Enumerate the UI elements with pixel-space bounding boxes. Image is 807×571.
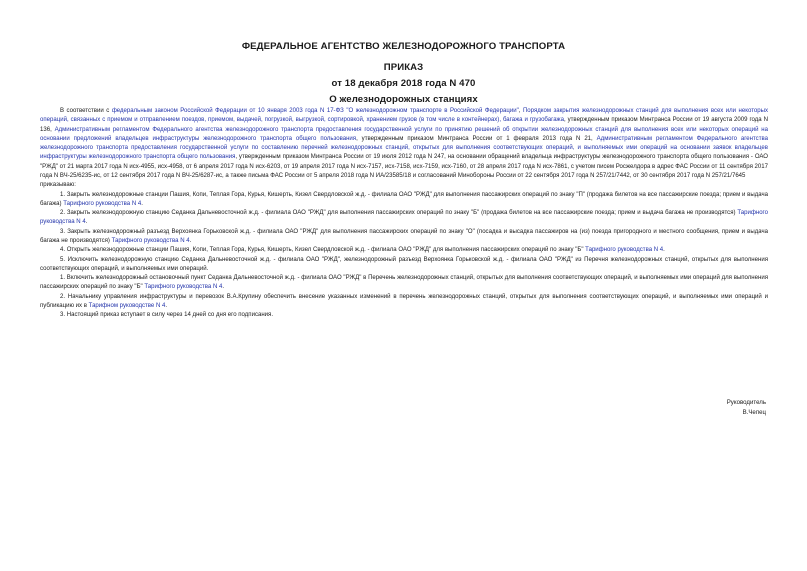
tariff-guide-link[interactable]: Тарифного руководства N 4 [144, 284, 223, 291]
item-tail: . [222, 284, 225, 291]
item-tail: . [189, 237, 192, 244]
tariff-guide-link[interactable]: Тарифного руководства N 4 [63, 200, 142, 207]
preamble-text: , утвержденным приказом Минтранса России от 1 февраля 2013 года N 21, [356, 135, 597, 142]
preamble-text: , утвержденным приказом Минтранса России от 19 августа 2009 года N 136, [40, 117, 768, 133]
closure-procedure-link[interactable]: Порядком закрытия железнодорожных станций для выполнения всех или некоторых операций, связанных с приемом и отправлением поездов, приемом, выдачей, погрузкой, выгрузкой, сортировкой, хранением грузов (в том числе в контейнерах), багажа и грузобагажа [40, 108, 768, 124]
order-item [40, 228, 768, 247]
tariff-guide-link[interactable]: Тарифного руководства N 4 [111, 237, 190, 244]
item-tail: . [663, 247, 665, 254]
doc-subject: О железнодорожных станциях [329, 94, 478, 105]
doc-date-number: от 18 декабря 2018 года N 470 [331, 78, 476, 89]
item-tail: . [141, 200, 143, 207]
item-text: 4. Открыть железнодорожные станции Пашия, Копи, Теплая Гора, Курья, Кишерть, Кизел Свердловской ж.д. - филиала ОАО "РЖД" для выполнения пассажирских операций по знаку "Б" [60, 247, 586, 254]
item-text: 2. Начальнику управления инфраструктуры и перевозок В.А.Крупину обеспечить внесение указанных изменений в перечень железнодорожных станций, открытых для выполнения соответствующих операций, и выполняемых ими операций и публикацию их в [40, 293, 768, 309]
order-item [40, 256, 768, 275]
document-body [40, 107, 768, 320]
agency-title: ФЕДЕРАЛЬНОЕ АГЕНТСТВО ЖЕЛЕЗНОДОРОЖНОГО ТРАНСПОРТА [241, 41, 566, 52]
opening-regulation-link[interactable]: Административным регламентом Федерального агентства железнодорожного транспорта предоставления государственной услуги по принятию решений об открытии железнодорожных станций для выполнения всех или некоторых операций на основании предложений владельцев инфраструктуры железнодорожного транспорта общего пользования [40, 126, 769, 142]
tariff-guide-link[interactable]: Тарифного руководства N 4 [40, 210, 768, 226]
tariff-guide-link[interactable]: Тарифном руководстве N 4 [88, 302, 166, 309]
preamble-text: В соответствии с [60, 108, 112, 114]
item-tail: . [165, 302, 168, 309]
item-text: 3. Закрыть железнодорожный разъезд Верхоянка Горьковской ж.д. - филиала ОАО "РЖД" для выполнения пассажирских операций по знаку "О" (посадка и высадка пассажиров на (из) поезда пригородного и местного сообщения, прием и выдача багажа не производятся) [40, 228, 768, 244]
order-item [40, 293, 768, 312]
order-item [40, 274, 768, 293]
preamble-paragraph [40, 107, 768, 181]
order-item [40, 246, 768, 255]
item-tail: . [85, 219, 88, 226]
order-item [40, 311, 768, 320]
preamble-text: , [518, 108, 523, 114]
law-link[interactable]: федеральным законом Российской Федерации от 10 января 2003 года N 17-ФЗ "О железнодорожном транспорте в Российской Федерации" [111, 108, 519, 114]
signature-block [727, 398, 766, 417]
item-text: 2. Закрыть железнодорожную станцию Седанка Дальневосточной ж.д. - филиала ОАО "РЖД" для выполнения пассажирских операций по знаку "Б" (продажа билетов на все пассажирские поезда; прием и выдача багажа не производятся) [60, 210, 738, 217]
lists-regulation-link[interactable]: Административным регламентом Федерального агентства железнодорожного транспорта предоставления государственной услуги по составлению перечней железнодорожных станций, открытых для выполнения соответствующих операций, и выполняемых ими операций на основании заявок владельцев инфраструктуры железнодорожного транспорта общего пользования [40, 135, 768, 161]
item-text: 5. Исключить железнодорожную станцию Седанка Дальневосточной ж.д. - филиала ОАО "РЖД", железнодорожный разъезд Верхоянка Горьковской ж.д. - филиала ОАО "РЖД" из Перечня железнодорожных станций, открытых для выполнения соответствующих операций, и выполняемых ими операций. [40, 256, 768, 272]
item-text: 1. Закрыть железнодорожные станции Пашия, Копи, Теплая Гора, Курья, Кишерть, Кизел Свердловской ж.д. - филиала ОАО "РЖД" для выполнения пассажирских операций по знаку "П" (продажа билетов на все пассажирские поезда; прием и выдача багажа) [40, 191, 768, 207]
item-text: 3. Настоящий приказ вступает в силу через 14 дней со дня его подписания. [60, 312, 274, 319]
item-text: 1. Включить железнодорожный остановочный пункт Седанка Дальневосточной ж.д. - филиала ОАО "РЖД" в Перечень железнодорожных станций, открытых для выполнения соответствующих операций, и выполняемых ими операций для выполнения пассажирских операций по знаку "Б" [40, 275, 768, 291]
signatory-name: В.Чепец [742, 408, 766, 416]
order-item [40, 191, 768, 210]
order-word: приказываю: [40, 182, 76, 189]
doc-type: ПРИКАЗ [383, 62, 424, 73]
tariff-guide-link[interactable]: Тарифного руководства N 4 [585, 247, 664, 254]
signatory-role: Руководитель [726, 399, 766, 406]
order-item [40, 209, 768, 228]
preamble-text: , утвержденным приказом Минтранса России от 19 июля 2012 года N 247, на основании обращений владельца инфраструктуры железнодорожного транспорта общего пользования - ОАО "РЖД" от 21 марта 2017 года N исх-4955, исх-4958, от 6 апреля 2017 года N исх-6203, от 19 апреля 2017 года N исх-7157, исх-7158, исх-7159, исх-7160, от 28 апреля 2017 года N исх-7861, с учетом писем Росжелдора в адрес ФАС России от 11 сентября 2017 года N ВЧ-25/6235-ис, от 12 сентября 2017 года N ВЧ-25/6287-ис, а также письма ФАС России от 5 апреля 2018 года N ИА/23585/18 и согласований Минобороны России от 22 сентября 2017 года N 257/21/7442, от 30 сентября 2017 года N 257/21/7645 [40, 154, 768, 179]
